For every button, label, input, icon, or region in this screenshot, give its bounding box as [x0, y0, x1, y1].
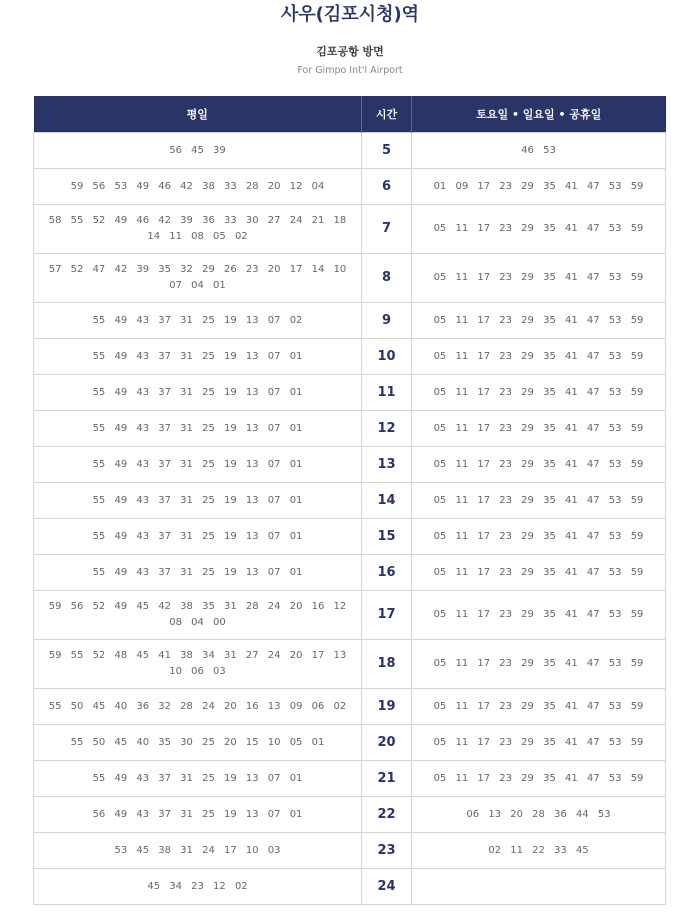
weekend-minutes: 05 11 17 23 29 35 41 47 53 59	[412, 447, 666, 483]
hour-cell: 5	[362, 133, 412, 169]
weekday-minutes: 55 49 43 37 31 25 19 13 07 01	[34, 375, 362, 411]
weekday-minutes: 45 34 23 12 02	[34, 869, 362, 905]
weekend-minutes: 05 11 17 23 29 35 41 47 53 59	[412, 303, 666, 339]
weekday-minutes: 55 49 43 37 31 25 19 13 07 02	[34, 303, 362, 339]
table-row	[34, 483, 666, 519]
table-row	[34, 869, 666, 905]
hour-cell: 10	[362, 339, 412, 375]
table-row	[34, 411, 666, 447]
weekend-minutes: 05 11 17 23 29 35 41 47 53 59	[412, 205, 666, 254]
timetable-body	[34, 133, 666, 905]
hour-cell: 6	[362, 169, 412, 205]
page-title: 사우(김포시청)역	[280, 4, 420, 25]
weekend-minutes: 01 09 17 23 29 35 41 47 53 59	[412, 169, 666, 205]
table-row	[34, 133, 666, 169]
table-row	[34, 303, 666, 339]
hour-cell: 8	[362, 254, 412, 303]
weekday-minutes: 55 50 45 40 35 30 25 20 15 10 05 01	[34, 725, 362, 761]
table-row	[34, 519, 666, 555]
weekend-minutes: 02 11 22 33 45	[412, 833, 666, 869]
weekend-minutes: 05 11 17 23 29 35 41 47 53 59	[412, 519, 666, 555]
hour-cell: 16	[362, 555, 412, 591]
hour-cell: 24	[362, 869, 412, 905]
weekday-minutes: 55 49 43 37 31 25 19 13 07 01	[34, 447, 362, 483]
table-row	[34, 640, 666, 689]
hour-cell: 12	[362, 411, 412, 447]
direction-label-en: For Gimpo Int'l Airport	[297, 65, 403, 76]
hour-cell: 15	[362, 519, 412, 555]
weekday-minutes: 57 52 47 42 39 35 32 29 26 23 20 17 14 10 07 04 01	[34, 254, 362, 303]
hour-cell: 14	[362, 483, 412, 519]
column-header-hour: 시간	[362, 96, 412, 133]
weekend-minutes: 46 53	[412, 133, 666, 169]
weekday-minutes: 55 49 43 37 31 25 19 13 07 01	[34, 555, 362, 591]
weekend-minutes: 05 11 17 23 29 35 41 47 53 59	[412, 339, 666, 375]
weekend-minutes: 05 11 17 23 29 35 41 47 53 59	[412, 483, 666, 519]
table-row	[34, 689, 666, 725]
table-row	[34, 591, 666, 640]
hour-cell: 21	[362, 761, 412, 797]
hour-cell: 13	[362, 447, 412, 483]
table-row	[34, 375, 666, 411]
hour-cell: 7	[362, 205, 412, 254]
weekday-minutes: 56 49 43 37 31 25 19 13 07 01	[34, 797, 362, 833]
weekday-minutes: 59 56 52 49 45 42 38 35 31 28 24 20 16 12 08 04 00	[34, 591, 362, 640]
weekend-minutes: 05 11 17 23 29 35 41 47 53 59	[412, 555, 666, 591]
weekday-minutes: 55 49 43 37 31 25 19 13 07 01	[34, 339, 362, 375]
timetable	[33, 96, 666, 905]
hour-cell: 22	[362, 797, 412, 833]
table-row	[34, 169, 666, 205]
column-header-weekend: 토요일 • 일요일 • 공휴일	[412, 96, 666, 133]
hour-cell: 20	[362, 725, 412, 761]
weekend-minutes: 05 11 17 23 29 35 41 47 53 59	[412, 254, 666, 303]
table-row	[34, 205, 666, 254]
column-header-weekday: 평일	[34, 96, 362, 133]
table-row	[34, 761, 666, 797]
weekday-minutes: 59 55 52 48 45 41 38 34 31 27 24 20 17 13 10 06 03	[34, 640, 362, 689]
table-row	[34, 447, 666, 483]
hour-cell: 11	[362, 375, 412, 411]
weekend-minutes: 05 11 17 23 29 35 41 47 53 59	[412, 591, 666, 640]
weekday-minutes: 58 55 52 49 46 42 39 36 33 30 27 24 21 18 14 11 08 05 02	[34, 205, 362, 254]
weekend-minutes: 05 11 17 23 29 35 41 47 53 59	[412, 411, 666, 447]
weekday-minutes: 55 49 43 37 31 25 19 13 07 01	[34, 519, 362, 555]
table-row	[34, 797, 666, 833]
weekend-minutes: 06 13 20 28 36 44 53	[412, 797, 666, 833]
hour-cell: 17	[362, 591, 412, 640]
table-row	[34, 555, 666, 591]
weekday-minutes: 56 45 39	[34, 133, 362, 169]
table-row	[34, 254, 666, 303]
weekday-minutes: 59 56 53 49 46 42 38 33 28 20 12 04	[34, 169, 362, 205]
weekday-minutes: 55 49 43 37 31 25 19 13 07 01	[34, 761, 362, 797]
weekend-minutes: 05 11 17 23 29 35 41 47 53 59	[412, 689, 666, 725]
table-row	[34, 339, 666, 375]
weekday-minutes: 55 49 43 37 31 25 19 13 07 01	[34, 483, 362, 519]
hour-cell: 9	[362, 303, 412, 339]
hour-cell: 18	[362, 640, 412, 689]
hour-cell: 23	[362, 833, 412, 869]
weekday-minutes: 55 50 45 40 36 32 28 24 20 16 13 09 06 02	[34, 689, 362, 725]
weekend-minutes: 05 11 17 23 29 35 41 47 53 59	[412, 761, 666, 797]
weekend-minutes	[412, 869, 666, 905]
weekend-minutes: 05 11 17 23 29 35 41 47 53 59	[412, 725, 666, 761]
direction-label-ko: 김포공항 방면	[316, 45, 384, 58]
hour-cell: 19	[362, 689, 412, 725]
weekday-minutes: 53 45 38 31 24 17 10 03	[34, 833, 362, 869]
table-row	[34, 833, 666, 869]
table-row	[34, 725, 666, 761]
timetable-header-row	[34, 96, 666, 133]
weekend-minutes: 05 11 17 23 29 35 41 47 53 59	[412, 640, 666, 689]
weekend-minutes: 05 11 17 23 29 35 41 47 53 59	[412, 375, 666, 411]
weekday-minutes: 55 49 43 37 31 25 19 13 07 01	[34, 411, 362, 447]
